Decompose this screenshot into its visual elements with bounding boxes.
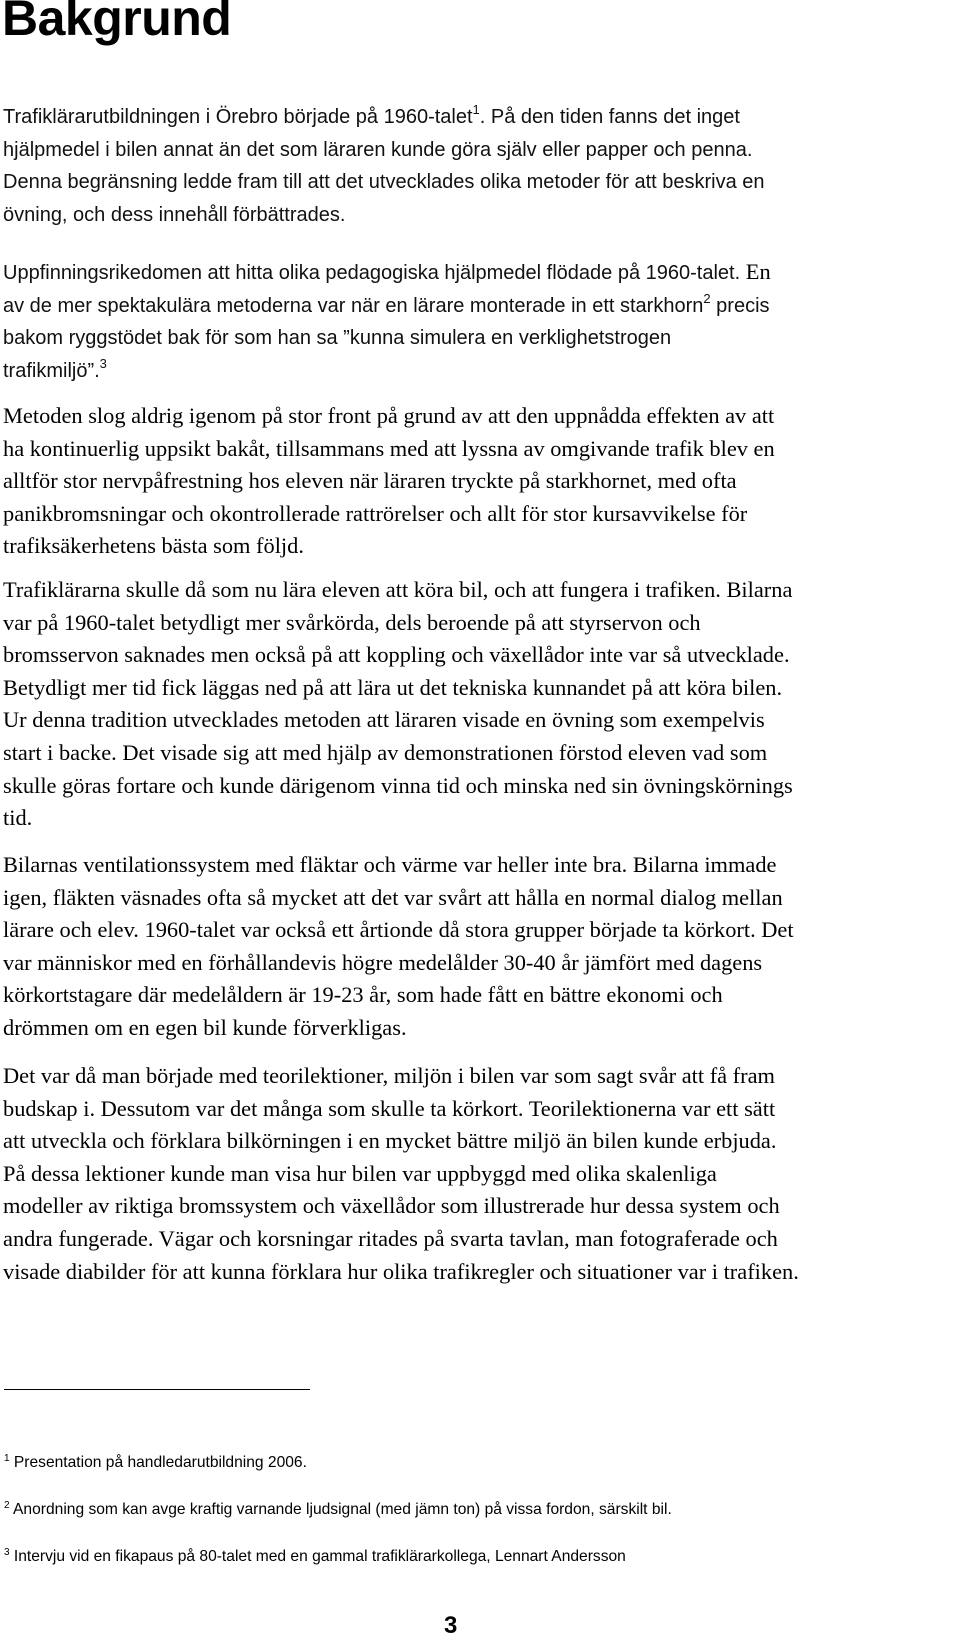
- text-run: Uppfinningsrikedomen att hitta olika pedagogiska hjälpmedel flödade på 1960-talet.: [3, 262, 741, 284]
- paragraph-6: [3, 1060, 958, 1288]
- paragraph-line: trafiksäkerhetens bästa som följd.: [3, 533, 304, 559]
- text-run: Trafiklärarutbildningen i Örebro började på 1960-talet: [3, 106, 473, 128]
- footnote-1: [4, 1453, 307, 1473]
- paragraph-line: igen, fläkten väsnades ofta så mycket att det var svårt att hålla en normal dialog mellan: [3, 884, 783, 910]
- paragraph-line: var på 1960-talet betydligt mer svårkörda, dels beroende på att styrservon och: [3, 609, 701, 635]
- paragraph-line: lärare och elev. 1960-talet var också ett årtionde då stora grupper började ta körkort. Det: [3, 917, 794, 943]
- paragraph-line: bromsservon saknades men också på att koppling och växellådor inte var så utvecklade.: [3, 642, 790, 668]
- footnote-number: 2: [4, 1500, 10, 1511]
- text-run: trafikmiljö”.: [3, 359, 100, 382]
- paragraph-line: visade diabilder för att kunna förklara hur olika trafikregler och situationer var i trafiken.: [3, 1258, 799, 1284]
- paragraph-line: körkortstagare där medelåldern är 19-23 år, som hade fått en bättre ekonomi och: [3, 982, 723, 1008]
- paragraph-line: skulle göras fortare och kunde därigenom vinna tid och minska ned sin övningskörnings: [3, 772, 793, 798]
- footnote-ref-3: 3: [99, 355, 107, 371]
- paragraph-line: På dessa lektioner kunde man visa hur bilen var uppbyggd med olika skalenliga: [3, 1160, 717, 1186]
- footnote-2: [4, 1500, 672, 1520]
- paragraph-line: alltför stor nervpåfrestning hos eleven när läraren tryckte på starkhornet, med ofta: [3, 468, 737, 494]
- footnote-text: Presentation på handledarutbildning 2006.: [9, 1454, 307, 1471]
- paragraph-line: start i backe. Det visade sig att med hjälp av demonstrationen förstod eleven vad som: [3, 739, 768, 765]
- paragraph-line: andra fungerade. Vägar och korsningar ritades på svarta tavlan, man fotograferade och: [3, 1225, 778, 1251]
- section-heading: Bakgrund: [2, 0, 232, 46]
- paragraph-line: budskap i. Dessutom var det många som skulle ta körkort. Teorilektionerna var ett sätt: [3, 1095, 776, 1121]
- paragraph-line: att utveckla och förklara bilkörningen i en mycket bättre miljö än bilen kunde erbjuda.: [3, 1128, 777, 1154]
- paragraph-2: [3, 256, 958, 387]
- paragraph-1: [3, 101, 958, 231]
- paragraph-line: [3, 101, 958, 134]
- text-run: . På den tiden fanns det inget: [479, 106, 740, 128]
- paragraph-line: Metoden slog aldrig igenom på stor front på grund av att den uppnådda effekten av att: [3, 403, 775, 428]
- paragraph-line: [3, 290, 958, 323]
- paragraph-3: [3, 400, 958, 563]
- paragraph-line: tid.: [3, 805, 33, 831]
- paragraph-5: [3, 849, 958, 1045]
- paragraph-line: bakom ryggstödet bak för som han sa ”kunna simulera en verklighetstrogen: [3, 327, 672, 350]
- paragraph-line: Betydligt mer tid fick läggas ned på att lära ut det tekniska kunnandet på att köra bilen.: [3, 674, 783, 700]
- paragraph-line: Trafiklärarna skulle då som nu lära eleven att köra bil, och att fungera i trafiken. Bilarna: [3, 577, 793, 602]
- paragraph-line: modeller av riktiga bromssystem och växellådor som illustrerade hur dessa system och: [3, 1193, 780, 1219]
- footnote-text: Anordning som kan avge kraftig varnande ljudsignal (med jämn ton) på vissa fordon, särskilt bil.: [9, 1501, 672, 1518]
- paragraph-line: Det var då man började med teorilektioner, miljön i bilen var som sagt svår att få fram: [3, 1063, 775, 1088]
- footnote-text: Intervju vid en fikapaus på 80-talet med en gammal trafiklärarkollega, Lennart Andersson: [9, 1548, 626, 1565]
- footnote-number: 3: [4, 1547, 10, 1558]
- paragraph-line: drömmen om en egen bil kunde förverkligas.: [3, 1014, 407, 1040]
- paragraph-line: Bilarnas ventilationssystem med fläktar och värme var heller inte bra. Bilarna immade: [3, 852, 777, 877]
- footnote-3: [4, 1547, 626, 1567]
- footnote-separator: [4, 1389, 310, 1390]
- paragraph-line: [3, 355, 958, 388]
- paragraph-line: hjälpmedel i bilen annat än det som läraren kunde göra själv eller papper och penna.: [3, 138, 753, 161]
- paragraph-line: panikbromsningar och okontrollerade rattrörelser och allt för stor kursavvikelse för: [3, 500, 748, 526]
- text-run: av de mer spektakulära metoderna var när en lärare monterade in ett starkhorn: [3, 294, 704, 317]
- paragraph-line: övning, och dess innehåll förbättrades.: [3, 203, 346, 226]
- page-number: 3: [444, 1612, 458, 1639]
- paragraph-line: Denna begränsning ledde fram till att det utvecklades olika metoder för att beskriva en: [3, 171, 765, 194]
- paragraph-line: var människor med en förhållandevis högre medelålder 30-40 år jämfört med dagens: [3, 949, 763, 975]
- text-run: En: [740, 259, 771, 284]
- footnote-number: 1: [4, 1453, 10, 1464]
- paragraph-4: [3, 574, 958, 835]
- paragraph-line: Ur denna tradition utvecklades metoden att läraren visade en övning som exempelvis: [3, 707, 765, 733]
- footnote-ref-2: 2: [703, 290, 711, 306]
- paragraph-line: [3, 256, 958, 290]
- text-run: precis: [710, 294, 770, 317]
- footnote-ref-1: 1: [472, 102, 480, 117]
- paragraph-line: ha kontinuerlig uppsikt bakåt, tillsammans med att lyssna av omgivande trafik blev en: [3, 435, 775, 461]
